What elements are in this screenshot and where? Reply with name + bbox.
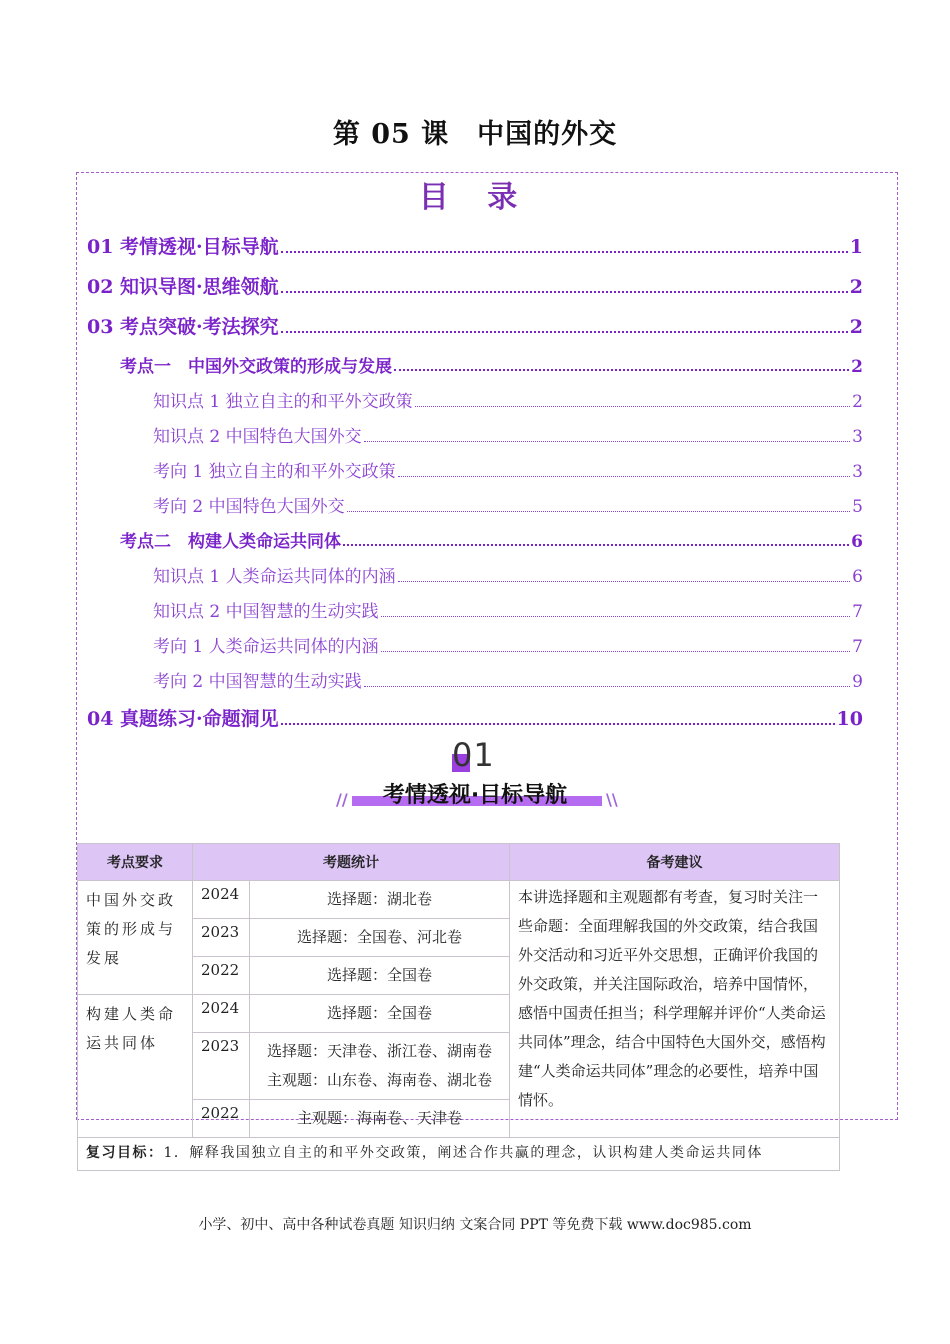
page-footer: 小学、初中、高中各种试卷真题 知识归纳 文案合同 PPT 等免费下载 www.doc985.com <box>198 1217 752 1233</box>
header-advice: 备考建议 <box>510 844 840 881</box>
header-statistics: 考题统计 <box>193 844 510 881</box>
stat-line: 主观题：山东卷、海南卷、湖北卷 <box>266 1071 492 1089</box>
toc-entry[interactable]: 知识点 2 中国特色大国外交 3 <box>153 427 863 447</box>
exam-requirements-table <box>77 843 840 1171</box>
year-cell: 2024 <box>193 881 250 919</box>
stat-line: 选择题：天津卷、浙江卷、湖南卷 <box>266 1042 492 1060</box>
review-goal-text: 1．解释我国独立自主的和平外交政策，阐述合作共赢的理念，认识构建人类命运共同体 <box>163 1145 763 1161</box>
year-cell: 2022 <box>193 957 250 995</box>
topic-cell: 中国外交政策的形成与发展 <box>78 881 193 995</box>
stat-cell <box>250 1033 510 1100</box>
year-cell: 2022 <box>193 1100 250 1138</box>
stat-cell: 选择题：全国卷、河北卷 <box>250 919 510 957</box>
year-cell: 2024 <box>193 995 250 1033</box>
stat-cell: 主观题：海南卷、天津卷 <box>250 1100 510 1138</box>
toc-entry[interactable]: 考向 1 独立自主的和平外交政策 3 <box>153 462 863 482</box>
review-goal-label: 复习目标： <box>86 1145 164 1161</box>
stat-cell: 选择题：全国卷 <box>250 995 510 1033</box>
advice-cell: 本讲选择题和主观题都有考查，复习时关注一些命题：全面理解我国的外交政策，结合我国外交活动和习近平外交思想，正确评价我国的外交政策，并关注国际政治，培养中国情怀，感悟中国责任担当；科学理解并评价“人类命运共同体”理念，结合中国特色大国外交，感悟构建“人类命运共同体”理念的必要性，培养中国情怀。 <box>510 881 840 1138</box>
slash-decoration-right: \\ <box>606 790 618 809</box>
toc-entry[interactable]: 知识点 2 中国智慧的生动实践 7 <box>153 602 863 622</box>
toc-entry[interactable]: 01 考情透视·目标导航 1 <box>87 236 863 258</box>
section-number: 01 <box>452 736 495 774</box>
toc-heading: 目 录 <box>418 180 532 215</box>
toc-entry[interactable]: 知识点 1 人类命运共同体的内涵 6 <box>153 567 863 587</box>
year-cell: 2023 <box>193 1033 250 1100</box>
toc-entry[interactable]: 考点一 中国外交政策的形成与发展 2 <box>120 357 863 377</box>
toc-entry[interactable]: 考向 2 中国智慧的生动实践 9 <box>153 672 863 692</box>
toc-entry[interactable]: 考向 2 中国特色大国外交 5 <box>153 497 863 517</box>
toc-entry[interactable]: 考向 1 人类命运共同体的内涵 7 <box>153 637 863 657</box>
toc-entry[interactable]: 02 知识导图·思维领航 2 <box>87 276 863 298</box>
stat-cell: 选择题：湖北卷 <box>250 881 510 919</box>
toc-entry[interactable]: 04 真题练习·命题洞见 10 <box>87 708 863 730</box>
lesson-title: 第 05 课 中国的外交 <box>332 119 618 150</box>
section-title: 考情透视·目标导航 <box>382 783 568 808</box>
toc-entry[interactable]: 03 考点突破·考法探究 2 <box>87 316 863 338</box>
year-cell: 2023 <box>193 919 250 957</box>
slash-decoration-left: // <box>336 790 348 809</box>
header-requirements: 考点要求 <box>78 844 193 881</box>
review-goal-cell <box>78 1138 840 1171</box>
stat-cell: 选择题：全国卷 <box>250 957 510 995</box>
topic-cell: 构建人类命运共同体 <box>78 995 193 1138</box>
toc-entry[interactable]: 考点二 构建人类命运共同体 6 <box>120 532 863 552</box>
toc-entry[interactable]: 知识点 1 独立自主的和平外交政策 2 <box>153 392 863 412</box>
